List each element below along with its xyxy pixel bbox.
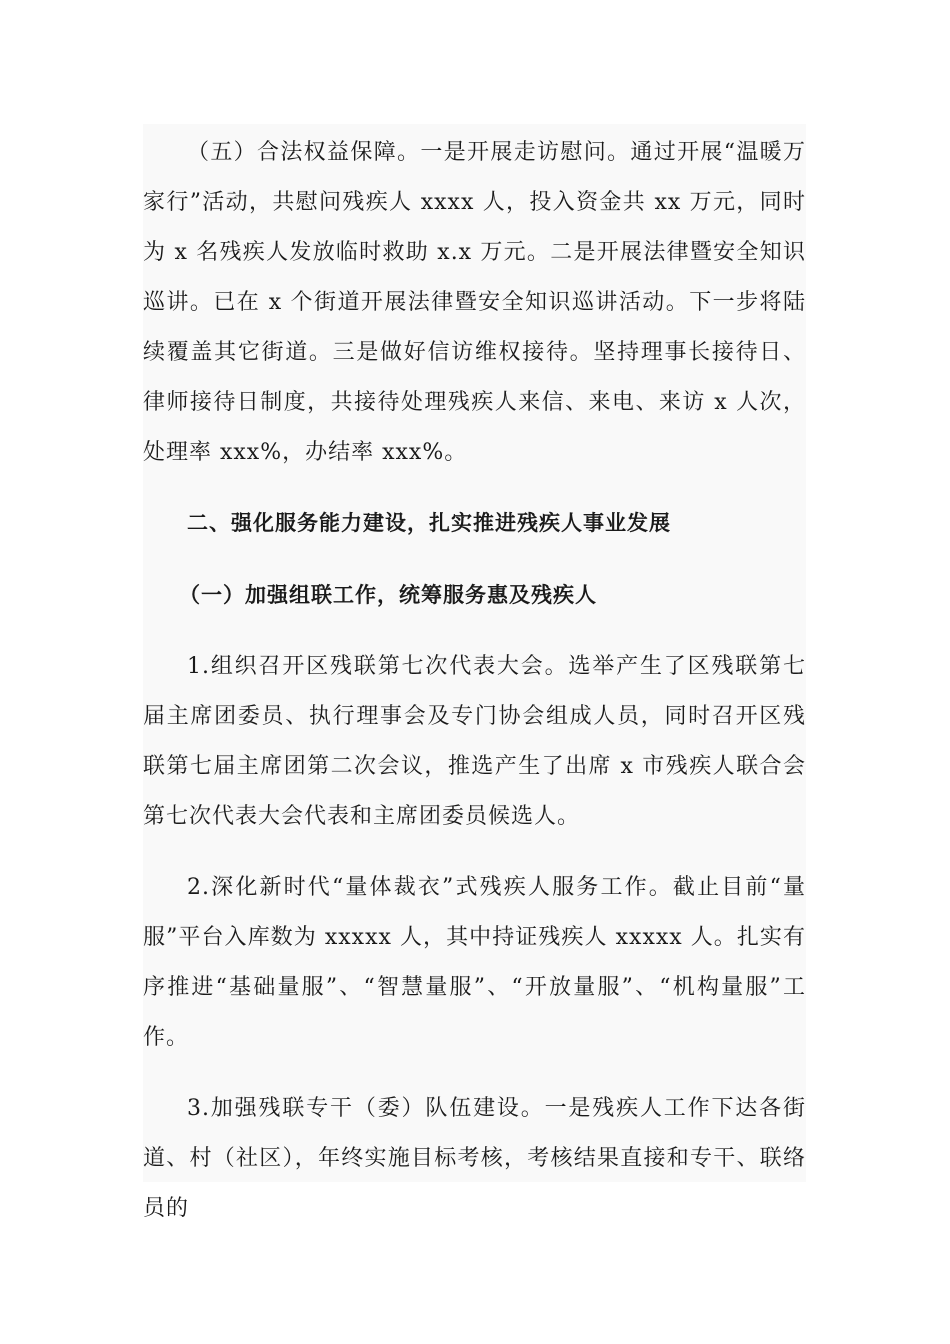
paragraph-item-1: 1.组织召开区残联第七次代表大会。选举产生了区残联第七届主席团委员、执行理事会及专门协会组成人员，同时召开区残联第七届主席团第二次会议，推选产生了出席 x 市残疾人联合会第七次代表大会代表和主席团委员候选人。: [143, 654, 806, 829]
paragraph-rights-protection: （五）合法权益保障。一是开展走访慰问。通过开展“温暖万家行”活动，共慰问残疾人 xxxx 人，投入资金共 xx 万元，同时为 x 名残疾人发放临时救助 x.x 万元。二是开展法律暨安全知识巡讲。已在 x 个街道开展法律暨安全知识巡讲活动。下一步将陆续覆盖其它街道。三是做好信访维权接待。坚持理事长接待日、律师接待日制度，共接待处理残疾人来信、来电、来访 x 人次，处理率 xxx%，办结率 xxx%。: [143, 140, 806, 465]
subsection-heading: （一）加强组联工作，统筹服务惠及残疾人: [179, 583, 597, 607]
section-heading: 二、强化服务能力建设，扎实推进残疾人事业发展: [187, 511, 671, 535]
paragraph-item-3: 3.加强残联专干（委）队伍建设。一是残疾人工作下达各街道、村（社区），年终实施目标考核，考核结果直接和专干、联络员的: [143, 1096, 806, 1221]
document-page: [143, 124, 806, 1221]
paragraph-item-2: 2.深化新时代“量体裁衣”式残疾人服务工作。截止目前“量服”平台入库数为 xxxxx 人，其中持证残疾人 xxxxx 人。扎实有序推进“基础量服”、“智慧量服”、“开放量服”、“机构量服”工作。: [143, 875, 806, 1050]
